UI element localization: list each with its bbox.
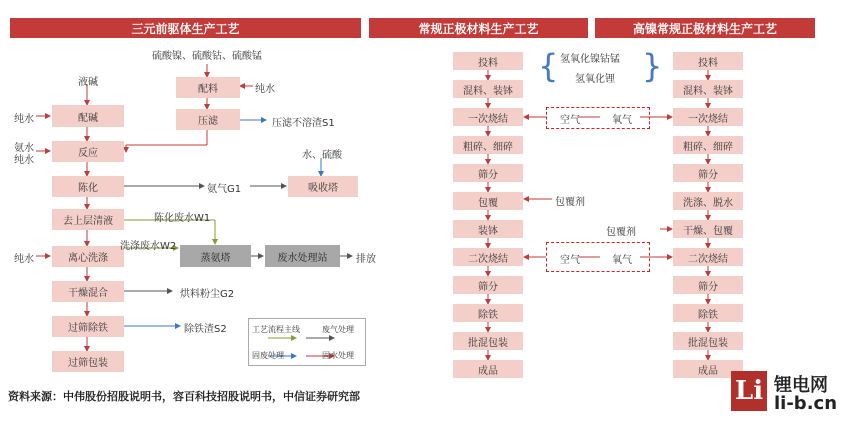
header-ternary-precursor: 三元前驱体生产工艺 <box>10 18 361 38</box>
output-aging-w1: 陈化废水W1 <box>154 213 211 224</box>
step-decant: 去上层清液 <box>52 209 124 230</box>
output-ammonia-g1: 氨气G1 <box>207 184 242 195</box>
step-ammonia-still: 蒸氨塔 <box>180 245 251 267</box>
mid-step-5: 筛分 <box>453 164 523 182</box>
step-centrifuge: 离心洗涤 <box>52 246 124 267</box>
mid-step-11: 批混包装 <box>453 332 523 350</box>
right-step-12: 成品 <box>673 360 743 378</box>
mid-step-4: 粗碎、细碎 <box>453 136 523 154</box>
output-residue-s1: 压滤不溶渣S1 <box>272 118 335 129</box>
output-discharge: 排放 <box>356 254 376 265</box>
header-high-nickel-cathode: 高镍常规正极材料生产工艺 <box>595 18 815 38</box>
mid-step-10: 除铁 <box>453 304 523 322</box>
legend-water-treat: 固水处理 <box>322 351 354 360</box>
material-lithium-hydroxide: 氢氧化锂 <box>575 74 615 85</box>
step-wastewater-station: 废水处理站 <box>265 245 340 267</box>
input-pure-water-1: 纯水 <box>14 114 34 125</box>
legend-solid-waste: 固废处理 <box>252 351 284 360</box>
step-aging: 陈化 <box>52 176 124 197</box>
right-step-6: 洗涤、脱水 <box>673 192 743 210</box>
right-step-1: 投料 <box>673 52 743 70</box>
output-iron-s2: 除铁渣S2 <box>184 324 227 335</box>
right-step-8: 二次烧结 <box>673 248 743 266</box>
input-ammonia-water: 氨水 <box>14 143 34 154</box>
right-step-11: 批混包装 <box>673 332 743 350</box>
sinter1-air: 空气 <box>560 115 580 126</box>
right-step-3: 一次烧结 <box>673 108 743 126</box>
input-pure-water-2: 纯水 <box>14 155 34 166</box>
mid-step-9: 筛分 <box>453 276 523 294</box>
header-conventional-cathode: 常规正极材料生产工艺 <box>369 18 588 38</box>
step-alkali-mix: 配碱 <box>52 105 124 127</box>
material-nco-hydroxide: 氢氧化镍钴锰 <box>560 54 620 65</box>
mid-step-6: 包覆 <box>453 192 523 210</box>
output-wash-w2: 洗涤废水W2 <box>120 241 177 252</box>
mid-step-3: 一次烧结 <box>453 108 523 126</box>
right-step-10: 除铁 <box>673 304 743 322</box>
mid-step-7: 装钵 <box>453 220 523 238</box>
logo-site-name: 锂电网 <box>774 375 828 396</box>
legend-main-line: 工艺流程主线 <box>252 325 300 334</box>
step-press-filter: 压滤 <box>176 109 240 130</box>
logo-site-url: li-b.cn <box>774 393 838 414</box>
right-step-4: 粗碎、细碎 <box>673 136 743 154</box>
input-sulfates: 硫酸镍、硫酸钴、硫酸锰 <box>152 51 262 62</box>
legend-waste-gas: 废气处理 <box>322 325 354 334</box>
step-absorber: 吸收塔 <box>288 176 358 197</box>
mid-step-2: 混料、装钵 <box>453 80 523 98</box>
libcn-logo-mark: Li <box>731 371 767 411</box>
right-step-2: 混料、装钵 <box>673 80 743 98</box>
input-water-acid: 水、硫酸 <box>302 150 342 161</box>
step-sieve-iron: 过筛除铁 <box>52 316 124 337</box>
output-dust-g2: 烘料粉尘G2 <box>180 289 235 300</box>
sinter2-oxygen: 氧气 <box>612 255 632 266</box>
step-dry-mix: 干燥混合 <box>52 281 124 302</box>
brace-left-icon: { <box>538 47 559 85</box>
input-pure-water-3: 纯水 <box>255 84 275 95</box>
step-reaction: 反应 <box>52 141 124 162</box>
mid-step-8: 二次烧结 <box>453 248 523 266</box>
brace-right-icon: } <box>642 47 663 85</box>
right-step-7: 干燥、包覆 <box>673 220 743 238</box>
step-batching: 配料 <box>176 77 240 98</box>
right-step-9: 筛分 <box>673 276 743 294</box>
sinter1-oxygen: 氧气 <box>612 115 632 126</box>
sinter2-air: 空气 <box>560 255 580 266</box>
step-sieve-pack: 过筛包装 <box>52 351 124 372</box>
mid-step-1: 投料 <box>453 52 523 70</box>
mid-coating-agent: 包覆剂 <box>555 197 585 208</box>
right-coating-agent: 包覆剂 <box>606 227 636 238</box>
input-pure-water-4: 纯水 <box>14 254 34 265</box>
source-note: 资料来源：中伟股份招股说明书，容百科技招股说明书，中信证券研究部 <box>8 390 360 403</box>
right-step-5: 筛分 <box>673 164 743 182</box>
mid-step-12: 成品 <box>453 360 523 378</box>
input-alkali: 液碱 <box>78 77 98 88</box>
